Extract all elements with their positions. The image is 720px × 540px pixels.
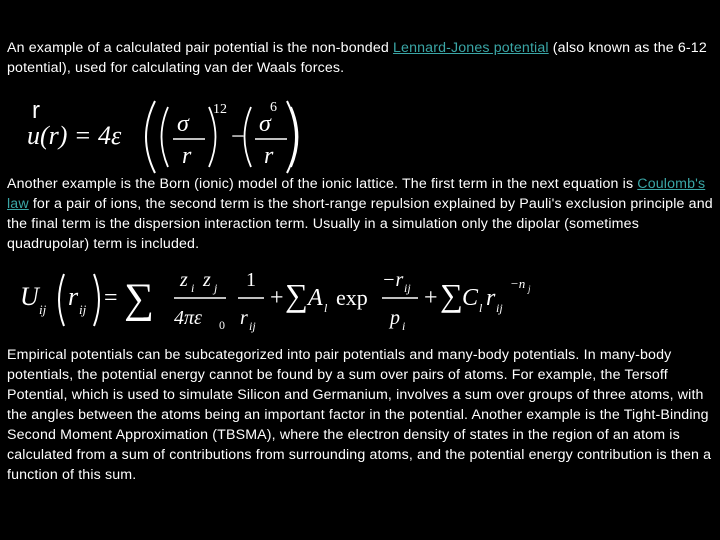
- eq1-sigma-2: σ: [259, 111, 271, 137]
- eq1-exponent-12: 12: [213, 102, 227, 117]
- eq2-zi-subscript: i: [191, 281, 195, 295]
- eq2-C: C: [462, 285, 479, 311]
- born-model-equation-svg: [20, 262, 540, 342]
- eq2-p: p: [390, 307, 400, 329]
- eq1-outer-right-paren: [287, 101, 296, 173]
- eq2-plus-1: +: [270, 285, 284, 311]
- born-model-equation: [20, 262, 540, 342]
- eq2-exponent-neg-n: −n: [510, 276, 526, 291]
- eq1-sigma-1: σ: [177, 111, 189, 137]
- eq2-r-subscript: ij: [79, 302, 87, 317]
- lennard-jones-equation: [25, 97, 305, 177]
- eq2-right-paren: [94, 274, 99, 326]
- eq2-exp: exp: [336, 285, 368, 310]
- p1-text-after: (also known as the 6-12 potential), used for calculating van der Waals forces.: [7, 40, 707, 76]
- lennard-jones-link[interactable]: Lennard-Jones potential: [393, 40, 549, 56]
- paragraph-empirical-potentials: Empirical potentials can be subcategorized into pair potentials and many-body potentials. In many-body potentials, the potential energy cannot be found by a sum over pairs of atoms. For example, the Tersoff Potential, which is used to simulate Silicon and Germanium, involves a sum over groups of three atoms, with the angles between the atoms being an important factor in the potential. Another example is the Tight-Binding Second Moment Approximation (TBSMA), where the electron density of states in the region of an atom is calculated from a sum of contributions from surrounding atoms, and the potential energy contribution is then a function of this sum.: [7, 347, 712, 483]
- eq2-C-subscript: l: [479, 301, 483, 315]
- eq2-neg-r: −r: [382, 269, 404, 291]
- eq2-r: r: [68, 282, 79, 311]
- lennard-jones-equation-svg: [25, 97, 305, 177]
- eq2-p-subscript: i: [402, 319, 406, 333]
- eq1-lhs: u(r) = 4ε: [27, 121, 122, 150]
- paragraph-born-model: [7, 174, 713, 254]
- paragraph-lennard-jones-intro: [7, 38, 713, 78]
- eq2-sum-1: ∑: [124, 276, 154, 322]
- coulombs-law-link[interactable]: Coulomb's law: [7, 176, 706, 212]
- eq2-zj-subscript: j: [214, 281, 218, 295]
- eq2-one: 1: [246, 269, 256, 291]
- eq2-exponent-subscript: j: [528, 284, 531, 294]
- eq2-A-subscript: l: [324, 301, 328, 315]
- eq2-r-power: r: [486, 285, 496, 311]
- eq2-eps-subscript: 0: [219, 318, 225, 332]
- eq2-zj: z: [203, 269, 211, 291]
- eq2-r-denominator: r: [240, 307, 248, 329]
- p2-text-before: Another example is the Born (ionic) model of the ionic lattice. The first term in the next equation is: [7, 176, 638, 192]
- eq2-left-paren: [59, 274, 64, 326]
- stray-r-glyph: r: [32, 97, 40, 124]
- eq1-r-2: r: [264, 143, 274, 169]
- p2-text-after: for a pair of ions, the second term is the short-range repulsion explained by Pauli's exclusion principle and the final term is the dispersion interaction term. Usually in a simulation only the dipolar (sometimes quadrupolar) term is included.: [7, 196, 713, 252]
- eq2-neg-r-subscript: ij: [404, 281, 411, 295]
- eq1-outer-left-paren: [146, 101, 155, 173]
- eq2-sum-3: ∑: [440, 277, 463, 313]
- eq1-r-1: r: [182, 143, 192, 169]
- eq1-minus: −: [231, 124, 245, 150]
- eq2-sum-2: ∑: [285, 277, 308, 313]
- eq2-r-denominator-subscript: ij: [249, 319, 256, 333]
- eq1-exponent-6: 6: [270, 100, 277, 115]
- p1-text-before: An example of a calculated pair potential is the non-bonded: [7, 40, 394, 56]
- eq2-A: A: [308, 285, 323, 311]
- eq2-zi: z: [180, 269, 188, 291]
- eq1-inner1-left-paren: [162, 107, 169, 167]
- eq1-inner2-left-paren: [245, 107, 252, 167]
- eq2-four-pi-eps: 4πε: [174, 307, 202, 329]
- eq2-plus-2: +: [424, 285, 438, 311]
- eq2-r-power-subscript: ij: [496, 301, 503, 315]
- eq2-U: U: [20, 282, 39, 311]
- eq2-U-subscript: ij: [39, 302, 47, 317]
- eq2-equals: =: [104, 285, 118, 311]
